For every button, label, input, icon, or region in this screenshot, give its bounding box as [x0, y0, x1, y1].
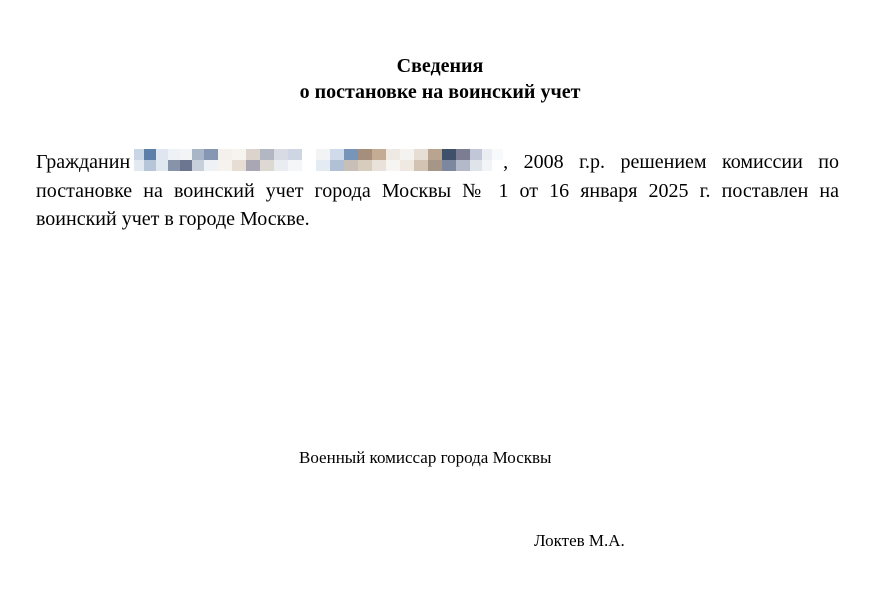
body-line-1 [36, 148, 839, 177]
document-subtitle: о постановке на воинский учет [299, 81, 581, 103]
citizen-label: Гражданин [36, 151, 131, 173]
body-line-3: воинский учет в городе Москве. [36, 208, 310, 230]
signatory-position: Военный комиссар города Москвы [299, 448, 552, 467]
pixelated-redaction-graphic [134, 149, 503, 171]
birth-year-clause: , 2008 г.р. решением комиссии по [503, 151, 839, 173]
redacted-name-block [134, 149, 503, 171]
document-title: Сведения [396, 55, 484, 77]
signatory-name: Локтев М.А. [534, 531, 625, 550]
document-body [36, 148, 839, 234]
body-line-2: постановке на воинский учет города Москвы № 1 от 16 января 2025 г. поставлен на [36, 179, 839, 202]
